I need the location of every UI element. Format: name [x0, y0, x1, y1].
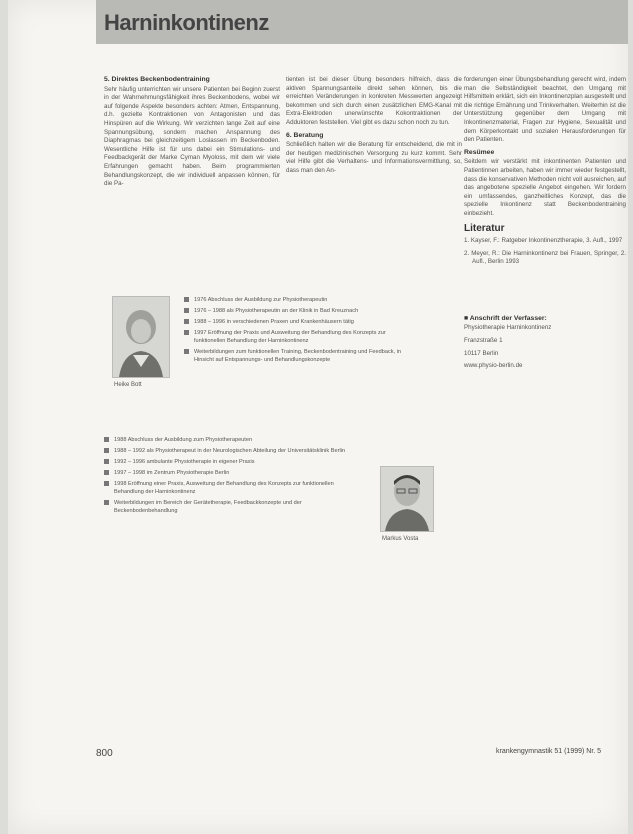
author-photo-heike [112, 296, 170, 378]
square-bullet-icon [184, 330, 189, 335]
section-heading-5: 5. Direktes Beckenbodentraining [104, 76, 210, 83]
photo-caption-markus: Markus Vosta [382, 536, 419, 542]
address-line: Franzstraße 1 [464, 337, 503, 345]
bio-item: 1976 – 1988 als Physiotherapeutin an der Klinik in Bad Kreuznach [184, 307, 410, 315]
square-bullet-icon [104, 500, 109, 505]
resuemee-heading: Resümee [464, 148, 495, 156]
address-line: www.physio-berlin.de [464, 362, 523, 370]
column-2-text-2: Schließlich halten wir die Beratung für entscheidend, die mit in der heutigen medizinischen Versorgung zu kurz kommt. Sehr viel Hilfe gibt die Verhaltens- und Informationsvermittlung, so, dass man den An- [286, 141, 462, 174]
bio-item: 1988 Abschluss der Ausbildung zum Physiotherapeuten [104, 436, 360, 444]
bio-item: 1976 Abschluss der Ausbildung zur Physiotherapeutin [184, 296, 410, 304]
column-2 [286, 76, 462, 180]
address-line: 10117 Berlin [464, 349, 499, 357]
section-heading-6: 6. Beratung [286, 131, 324, 139]
square-bullet-icon [104, 481, 109, 486]
bio-item: 1992 – 1996 ambulante Physiotherapie in eigener Praxis [104, 458, 360, 466]
journal-reference: krankengymnastik 51 (1999) Nr. 5 [496, 748, 602, 755]
bio-item: 1997 Eröffnung der Praxis und Ausweitung der Behandlung des Konzepts zur funktionellen Behandlung der Harninkontinenz [184, 329, 410, 345]
column-1-text: Sehr häufig unterrichten wir unsere Patienten bei Beginn zuerst in der Wahrnehmungsfähigkeit ihres Beckenbodens, wobei wir auf folgende Aspekte besonders achten: Atmen, Entspannung, d.h. gezielte Kontraktionen von Antagonisten und das Hinspüren auf die Wirkung. Wir verzichten lange Zeit auf eine Spannungsübung, sondern machen Anspannung des Diaphragmas bei gleichzeitigem Loslassen im Beckenboden. Wesentliche Hilfe ist für uns dabei ein Stimulations- und Feedbackgerät der Marke Cyman Myoloss, mit dem wir viele Erfahrungen gemacht haben. Beim programmierten Behandlungskonzept, die wir individuell anpassen können, für die Pa- [104, 85, 280, 188]
square-bullet-icon [104, 448, 109, 453]
square-bullet-icon [104, 437, 109, 442]
photo-caption-heike: Heike Bott [114, 382, 142, 388]
portrait-icon [113, 297, 169, 377]
square-bullet-icon [184, 319, 189, 324]
square-bullet-icon [184, 308, 189, 313]
square-bullet-icon [104, 459, 109, 464]
bio-item: Weiterbildungen zum funktionellen Training, Beckenbodentraining und Feedback, in Hinsicht auf Entspannungs- und Behandlungskonzepte [184, 348, 410, 364]
literature-heading: Literatur [464, 222, 505, 234]
address-heading: ■ Anschrift der Verfasser: [464, 314, 547, 322]
square-bullet-icon [184, 297, 189, 302]
bio-item: 1998 Eröffnung einer Praxis, Ausweitung der Behandlung des Konzepts zur funktionellen Behandlung der Harninkontinenz [104, 480, 360, 496]
bio-item: 1997 – 1998 im Zentrum Physiotherapie Berlin [104, 469, 360, 477]
bio-item: Weiterbildungen im Bereich der Gerätetherapie, Feedbackkonzepte und der Beckenbodenbehandlung [104, 499, 360, 515]
column-1 [104, 76, 280, 193]
column-3-text-1: forderungen einer Übungsbehandlung gerecht wird, indem man die Selbständigkeit beachtet, den Umgang mit Hilfsmitteln erklärt, sich ein Inkontinenzplan ausgestellt und die richtige Ernährung und Trinkverhalten. Weiterhin ist die Unterstützung gegenüber dem Umgang mit Inkontinenzmaterial, Fragen zur Hygiene, Sexualität und dem Körperkontakt und sozialen Herausforderungen für den Patienten. [464, 76, 626, 144]
resuemee-text: Seitdem wir verstärkt mit inkontinenten Patienten und Patientinnen arbeiten, haben wir immer wieder festgestellt, dass die konservativen Methoden nicht voll ausreichen, auf das angebotene spezielle Angebot eingehen. Wir fordern ein umfassendes, ganzheitliches Konzept, das die spezielle Inkontinenz statt Beckenbodentraining einbezieht. [464, 158, 627, 217]
column-2-text-1: tienten ist bei dieser Übung besonders hilfreich, dass die aktiven Spannungsanteile direkt sehen können, bis die erreichten Veränderungen in konkreten Messwerten angezeigt bekommen und sich durch einen zusätzlichen EMG-Kanal mit Extra-Elektroden unerwünschte Kokontraktionen der Adduktoren feststellen. Viel gibt es dazu schon noch zu tun. [286, 76, 462, 126]
page [8, 0, 628, 834]
portrait-icon [381, 467, 433, 531]
bio-item: 1988 – 1996 in verschiedenen Praxen und Krankenhäusern tätig [184, 318, 410, 326]
bio-markus [104, 436, 360, 518]
square-bullet-icon [184, 349, 189, 354]
bio-heike [184, 296, 410, 367]
square-bullet-icon [104, 470, 109, 475]
page-number: 800 [96, 748, 113, 759]
literature-item: 2. Meyer, R.: Die Harninkontinenz bei Frauen, Springer, 2. Aufl., Berlin 1993 [464, 249, 626, 266]
literature-item: 1. Kayser, F.: Ratgeber Inkontinenztherapie, 3. Aufl., 1997 [464, 237, 623, 245]
page-title: Harninkontinenz [104, 10, 269, 35]
address-line: Physiotherapie Harninkontinenz [464, 324, 552, 332]
column-3 [464, 76, 626, 375]
author-photo-markus [380, 466, 434, 532]
bio-item: 1988 – 1992 als Physiotherapeut in der Neurologischen Abteilung der Universitätsklinik Berlin [104, 447, 360, 455]
